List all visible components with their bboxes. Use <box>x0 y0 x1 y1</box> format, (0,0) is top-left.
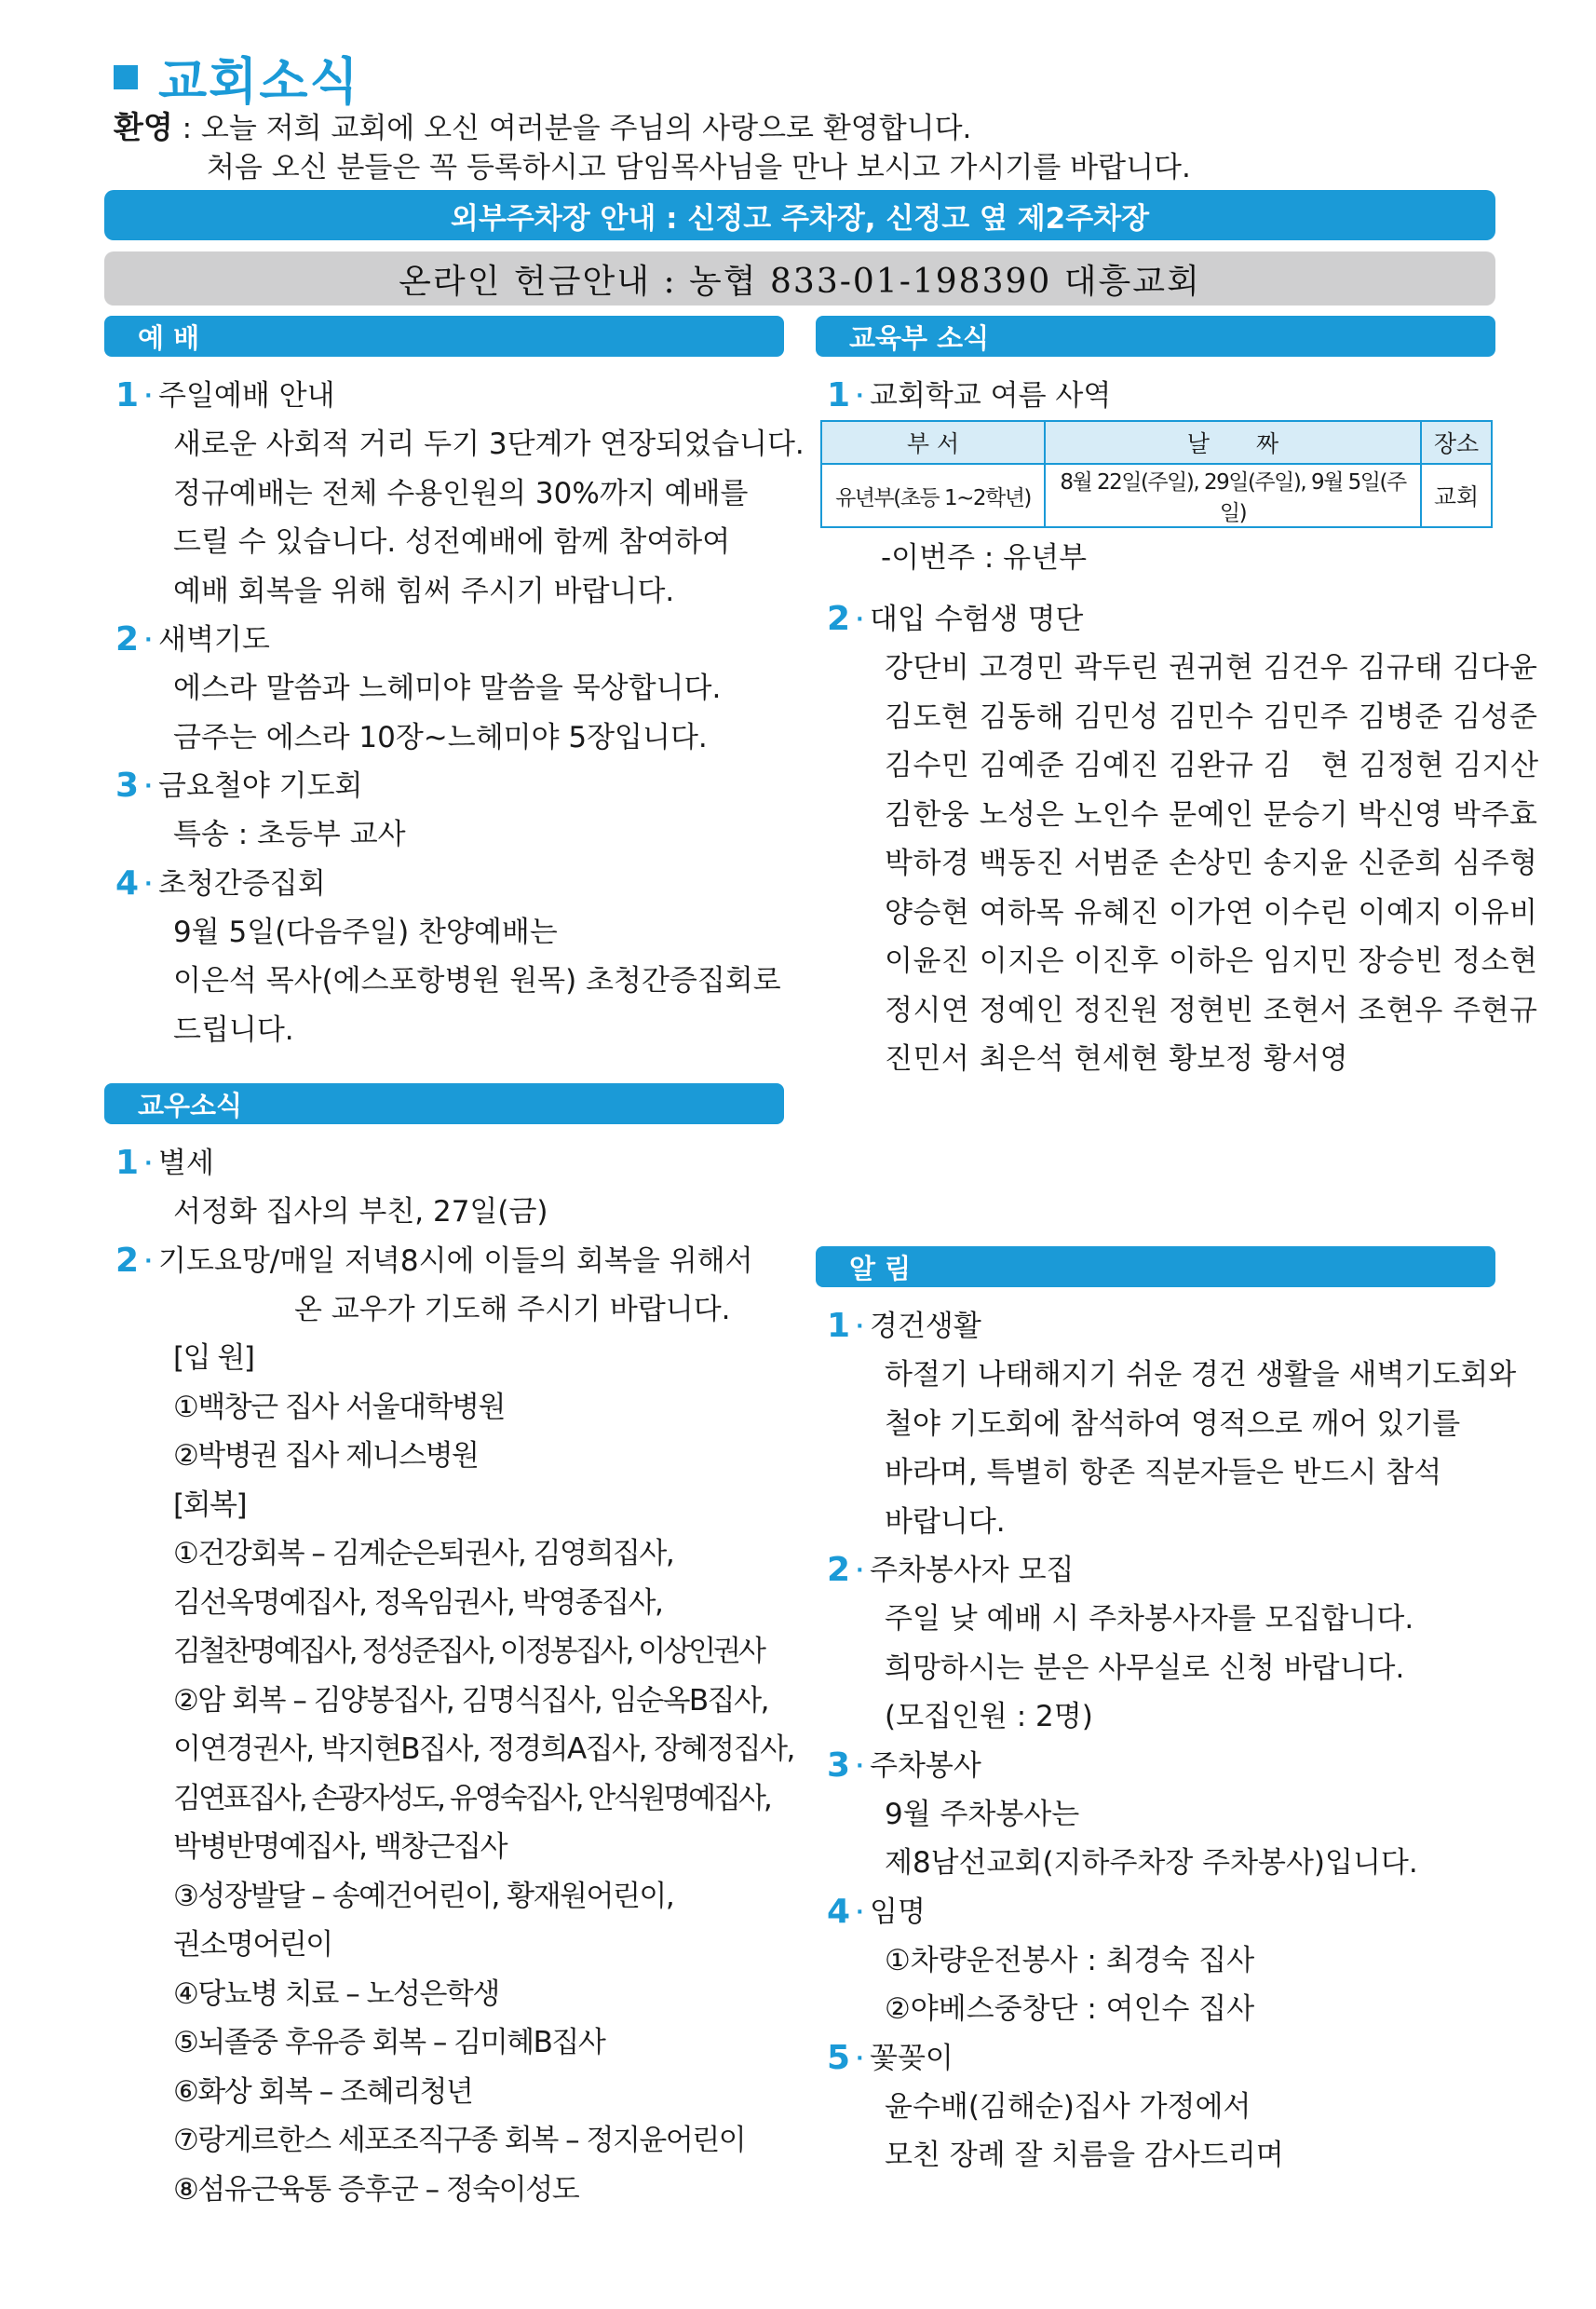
table-header-cell: 부 서 <box>821 421 1045 464</box>
welcome-block <box>114 108 1191 187</box>
title-square-icon <box>114 65 138 89</box>
body-line: 희망하시는 분은 사무실로 신청 바랍니다. <box>885 1650 1405 1685</box>
body-line: 이은석 목사(에스포항병원 원목) 초청간증집회로 <box>173 964 781 998</box>
worship-item-2: 2 · 새벽기도 에스라 말씀과 느헤미야 말씀을 묵상합니다. 금주는 에스라 10장~느헤미야 5장입니다. <box>104 616 784 762</box>
notice-item-1: 1 · 경건생활 하절기 나태해지기 쉬운 경건 생활을 새벽기도회와 철야 기도회에 참석하여 영적으로 깨어 있기를 바라며, 특별히 항존 직분자들은 반드시 참석 바랍니다. <box>816 1302 1495 1546</box>
body-line: 금주는 에스라 10장~느헤미야 5장입니다. <box>173 720 708 754</box>
item-number: 1 <box>115 376 140 414</box>
body-line: ③성장발달 – 송예건어린이, 황재원어린이, <box>173 1879 674 1913</box>
item-number: 1 <box>827 1307 851 1345</box>
body-line: 이연경권사, 박지현B집사, 정경희A집사, 장혜정집사, <box>173 1732 794 1766</box>
item-title: 주일예배 안내 <box>158 379 335 413</box>
item-number: 2 <box>827 600 851 638</box>
item-title: 경건생활 <box>870 1310 981 1343</box>
notice-item-3: 3 · 주차봉사 9월 주차봉사는 제8남선교회(지하주차장 주차봉사)입니다. <box>816 1742 1495 1888</box>
worship-item-3: 3 · 금요철야 기도회 특송 : 초등부 교사 <box>104 762 784 860</box>
item-number: 1 <box>115 1144 140 1182</box>
names-line: 강단비 고경민 곽두린 권귀현 김건우 김규태 김다윤 <box>885 651 1538 685</box>
body-line: ⑤뇌졸중 후유증 회복 – 김미혜B집사 <box>173 2026 605 2059</box>
members-item-2: 2 · 기도요망/매일 저녁8시에 이들의 회복을 위해서 온 교우가 기도해 주시기 바랍니다. [입 원] ①백창근 집사 서울대학병원 ②박병권 집사 제니스병원 [회복] ①건강회복 – 김계순은퇴권사, 김영희집사, 김선옥명예집사, 정옥임권사, 박영종집사, 김철찬명예집사, 정성준집사, 이정봉집사, 이상인권사 ②암 회복 – 김양봉집사, 김명식집사, 임순옥B집사, 이연경권사, 박지현B집사, 정경희A집사, 장혜정집사, 김연표집사, 손광자성도, 유영숙집사, 안식원명예집사, 박병반명예집사, 백창근집사 ③성장발달 – 송예건어린이, 황재원어린이, 권소명어린이 ④당뇨병 치료 – 노성은학생 ⑤뇌졸중 후유증 회복 – 김미혜B집사 ⑥화상 회복 – 조혜리청년 ⑦랑게르한스 세포조직구종 회복 – 정지윤어린이 ⑧섬유근육통 증후군 – 정숙이성도 <box>104 1237 784 2215</box>
body-line: [회복] <box>173 1487 247 1522</box>
item-title: 주차봉사자 모집 <box>870 1554 1075 1587</box>
table-header-row <box>821 421 1492 464</box>
body-line: 정규예배는 전체 수용인원의 30%까지 예배를 <box>173 476 749 510</box>
item-body <box>870 1595 1495 1742</box>
item-body <box>158 420 805 616</box>
body-line: ④당뇨병 치료 – 노성은학생 <box>173 1976 499 2011</box>
table-header-cell: 장소 <box>1421 421 1492 464</box>
worship-section <box>104 316 805 1054</box>
names-line: 김수민 김예준 김예진 김완규 김 현 김정현 김지산 <box>885 749 1539 782</box>
item-title: 기도요망 <box>158 1243 270 1278</box>
item-title: 꽃꽂이 <box>870 2041 954 2075</box>
item-title: 새벽기도 <box>158 623 270 657</box>
item-number: 1 <box>827 376 851 414</box>
names-line: 박하경 백동진 서범준 손상민 송지윤 신준희 심주형 <box>885 847 1538 880</box>
education-header: 교육부 소식 <box>816 316 1495 357</box>
item-title: 별세 <box>158 1147 214 1180</box>
item-number: 4 <box>827 1892 851 1931</box>
body-line: ⑥화상 회복 – 조혜리청년 <box>173 2074 473 2109</box>
item-number: 4 <box>115 863 140 903</box>
welcome-line2: 처음 오신 분들은 꼭 등록하시고 담임목사님을 만나 보시고 가시기를 바랍니다. <box>207 151 1191 184</box>
body-line: 예배 회복을 위해 힘써 주시기 바랍니다. <box>173 574 675 608</box>
body-line: 특송 : 초등부 교사 <box>173 818 406 851</box>
summer-schedule-table <box>820 420 1493 528</box>
body-line: 드립니다. <box>173 1012 294 1047</box>
body-line: 김선옥명예집사, 정옥임권사, 박영종집사, <box>173 1585 663 1620</box>
notice-section <box>816 1246 1517 2180</box>
body-line: 하절기 나태해지기 쉬운 경건 생활을 새벽기도회와 <box>885 1358 1517 1392</box>
body-line: ①백창근 집사 서울대학병원 <box>173 1390 505 1424</box>
table-cell: 8월 22일(주일), 29일(주일), 9월 5일(주일) <box>1045 464 1421 527</box>
education-item-2: 2 · 대입 수험생 명단 강단비 고경민 곽두린 권귀현 김건우 김규태 김다윤 김도현 김동해 김민성 김민수 김민주 김병준 김성준 김수민 김예준 김예진 김완규 김 현 김정현 김지산 김한웅 노성은 노인수 문예인 문승기 박신영 박주효 박하경 백동진 서범준 손상민 송지윤 신준희 심주형 양승현 여하목 유혜진 이가연 이수린 이예지 이유비 이윤진 이지은 이진후 이하은 임지민 장승빈 정소현 정시연 정예인 정진원 정현빈 조현서 조현우 주현규 진민서 최은석 현세현 황보정 황서영 <box>816 595 1495 1084</box>
body-line: ①건강회복 – 김계순은퇴권사, 김영희집사, <box>173 1537 674 1570</box>
parking-notice-bar: 외부주차장 안내 : 신정고 주차장, 신정고 옆 제2주차장 <box>104 190 1495 240</box>
body-line: 주일 낮 예배 시 주차봉사자를 모집합니다. <box>885 1602 1414 1636</box>
table-header-cell: 날 짜 <box>1045 421 1421 464</box>
welcome-line1: : 오늘 저희 교회에 오신 여러분을 주님의 사랑으로 환영합니다. <box>172 112 972 145</box>
item-title: 교회학교 여름 사역 <box>870 379 1112 413</box>
body-line: ①차량운전봉사 : 최경숙 집사 <box>885 1943 1255 1977</box>
education-item-1: 1 · 교회학교 여름 사역 <box>816 372 1495 420</box>
notice-item-5: 5 · 꽃꽂이 윤수배(김해순)집사 가정에서 모친 장례 잘 치름을 감사드리며 <box>816 2034 1495 2180</box>
item-body <box>870 1790 1495 1888</box>
item-body <box>158 664 784 762</box>
body-line: ②야베스중창단 : 여인수 집사 <box>885 1992 1255 2026</box>
body-line: (모집인원 : 2명) <box>885 1700 1093 1733</box>
table-cell: 교회 <box>1421 464 1492 527</box>
names-line: 이윤진 이지은 이진후 이하은 임지민 장승빈 정소현 <box>885 944 1538 978</box>
candidate-names <box>870 644 1539 1084</box>
body-line: 온 교우가 기도해 주시기 바랍니다. <box>294 1292 731 1326</box>
notice-item-4: 4 · 임명 ①차량운전봉사 : 최경숙 집사 ②야베스중창단 : 여인수 집사 <box>816 1888 1495 2034</box>
body-line: 권소명어린이 <box>173 1928 332 1962</box>
body-line: ⑦랑게르한스 세포조직구종 회복 – 정지윤어린이 <box>173 2124 746 2157</box>
names-line: 김도현 김동해 김민성 김민수 김민주 김병준 김성준 <box>885 699 1538 734</box>
notice-header: 알 림 <box>816 1246 1495 1287</box>
names-line: 김한웅 노성은 노인수 문예인 문승기 박신영 박주효 <box>885 797 1538 832</box>
item-body <box>158 908 784 1055</box>
item-body <box>870 1351 1517 1546</box>
education-section <box>816 316 1539 1084</box>
table-row <box>821 464 1492 527</box>
members-header: 교우소식 <box>104 1083 784 1124</box>
item-body <box>870 2083 1495 2180</box>
body-line: 모친 장례 잘 치름을 감사드리며 <box>885 2139 1284 2172</box>
body-line: 9월 주차봉사는 <box>885 1797 1080 1831</box>
offering-notice-bar: 온라인 헌금안내 : 농협 833-01-198390 대흥교회 <box>104 251 1495 306</box>
notice-item-2: 2 · 주차봉사자 모집 주일 낮 예배 시 주차봉사자를 모집합니다. 희망하시는 분은 사무실로 신청 바랍니다. (모집인원 : 2명) <box>816 1546 1495 1742</box>
item-body <box>158 1188 784 1237</box>
item-number: 5 <box>827 2038 851 2077</box>
body-line: 윤수배(김해순)집사 가정에서 <box>885 2089 1251 2124</box>
item-title: 대입 수험생 명단 <box>870 603 1084 636</box>
item-title: 주차봉사 <box>870 1748 981 1783</box>
body-line: 서정화 집사의 부친, 27일(금) <box>173 1195 548 1229</box>
body-line: 철야 기도회에 참석하여 영적으로 깨어 있기를 <box>885 1406 1461 1441</box>
body-line: 제8남선교회(지하주차장 주차봉사)입니다. <box>885 1846 1418 1880</box>
page-title-text: 교회소식 <box>158 51 360 111</box>
members-item-1: 1 · 별세 서정화 집사의 부친, 27일(금) <box>104 1139 784 1237</box>
body-line: ⑧섬유근육통 증후군 – 정숙이성도 <box>173 2172 579 2207</box>
names-line: 양승현 여하목 유혜진 이가연 이수린 이예지 이유비 <box>885 895 1538 930</box>
welcome-label: 환영 <box>114 109 173 145</box>
worship-item-4: 4 · 초청간증집회 9월 5일(다음주일) 찬양예배는 이은석 목사(에스포항병원 원목) 초청간증집회로 드립니다. <box>104 860 784 1055</box>
item-number: 2 <box>115 620 140 659</box>
item-title: 금요철야 기도회 <box>158 769 363 803</box>
item-body <box>158 1285 794 2215</box>
body-line: 9월 5일(다음주일) 찬양예배는 <box>173 915 558 949</box>
item-title: 초청간증집회 <box>158 866 326 901</box>
page-title <box>114 45 360 110</box>
item-title-rest: /매일 저녁8시에 이들의 회복을 위해서 <box>269 1243 753 1278</box>
names-line: 정시연 정예인 정진원 정현빈 조현서 조현우 주현규 <box>885 993 1538 1027</box>
body-line: 드릴 수 있습니다. 성전예배에 함께 참여하여 <box>173 525 731 559</box>
item-number: 2 <box>827 1551 851 1589</box>
item-number: 3 <box>827 1745 851 1785</box>
item-number: 3 <box>115 767 140 805</box>
body-line: ②암 회복 – 김양봉집사, 김명식집사, 임순옥B집사, <box>173 1683 768 1718</box>
table-cell: 유년부(초등 1~2학년) <box>821 464 1045 527</box>
worship-header: 예 배 <box>104 316 784 357</box>
item-title: 임명 <box>870 1895 926 1929</box>
body-line: 김철찬명예집사, 정성준집사, 이정봉집사, 이상인권사 <box>173 1635 764 1668</box>
body-line: 새로운 사회적 거리 두기 3단계가 연장되었습니다. <box>173 428 805 461</box>
body-line: 바라며, 특별히 항존 직분자들은 반드시 참석 <box>885 1456 1442 1489</box>
members-section <box>104 1083 794 2214</box>
body-line: ②박병권 집사 제니스병원 <box>173 1439 479 1473</box>
body-line: 박병반명예집사, 백창근집사 <box>173 1830 507 1864</box>
body-line: 김연표집사, 손광자성도, 유영숙집사, 안식원명예집사, <box>173 1781 770 1815</box>
worship-item-1: 1 · 주일예배 안내 새로운 사회적 거리 두기 3단계가 연장되었습니다. 정규예배는 전체 수용인원의 30%까지 예배를 드릴 수 있습니다. 성전예배에 함께 참여하여 예배 회복을 위해 힘써 주시기 바랍니다. <box>104 372 784 616</box>
item-number: 2 <box>115 1241 140 1280</box>
item-body <box>870 1936 1495 2034</box>
body-line: 바랍니다. <box>885 1504 1006 1539</box>
this-week-note: -이번주 : 유년부 <box>881 541 1088 575</box>
names-line: 진민서 최은석 현세현 황보정 황서영 <box>885 1042 1349 1076</box>
body-line: [입 원] <box>173 1341 254 1375</box>
body-line: 에스라 말씀과 느헤미야 말씀을 묵상합니다. <box>173 672 722 705</box>
item-body <box>158 810 784 860</box>
